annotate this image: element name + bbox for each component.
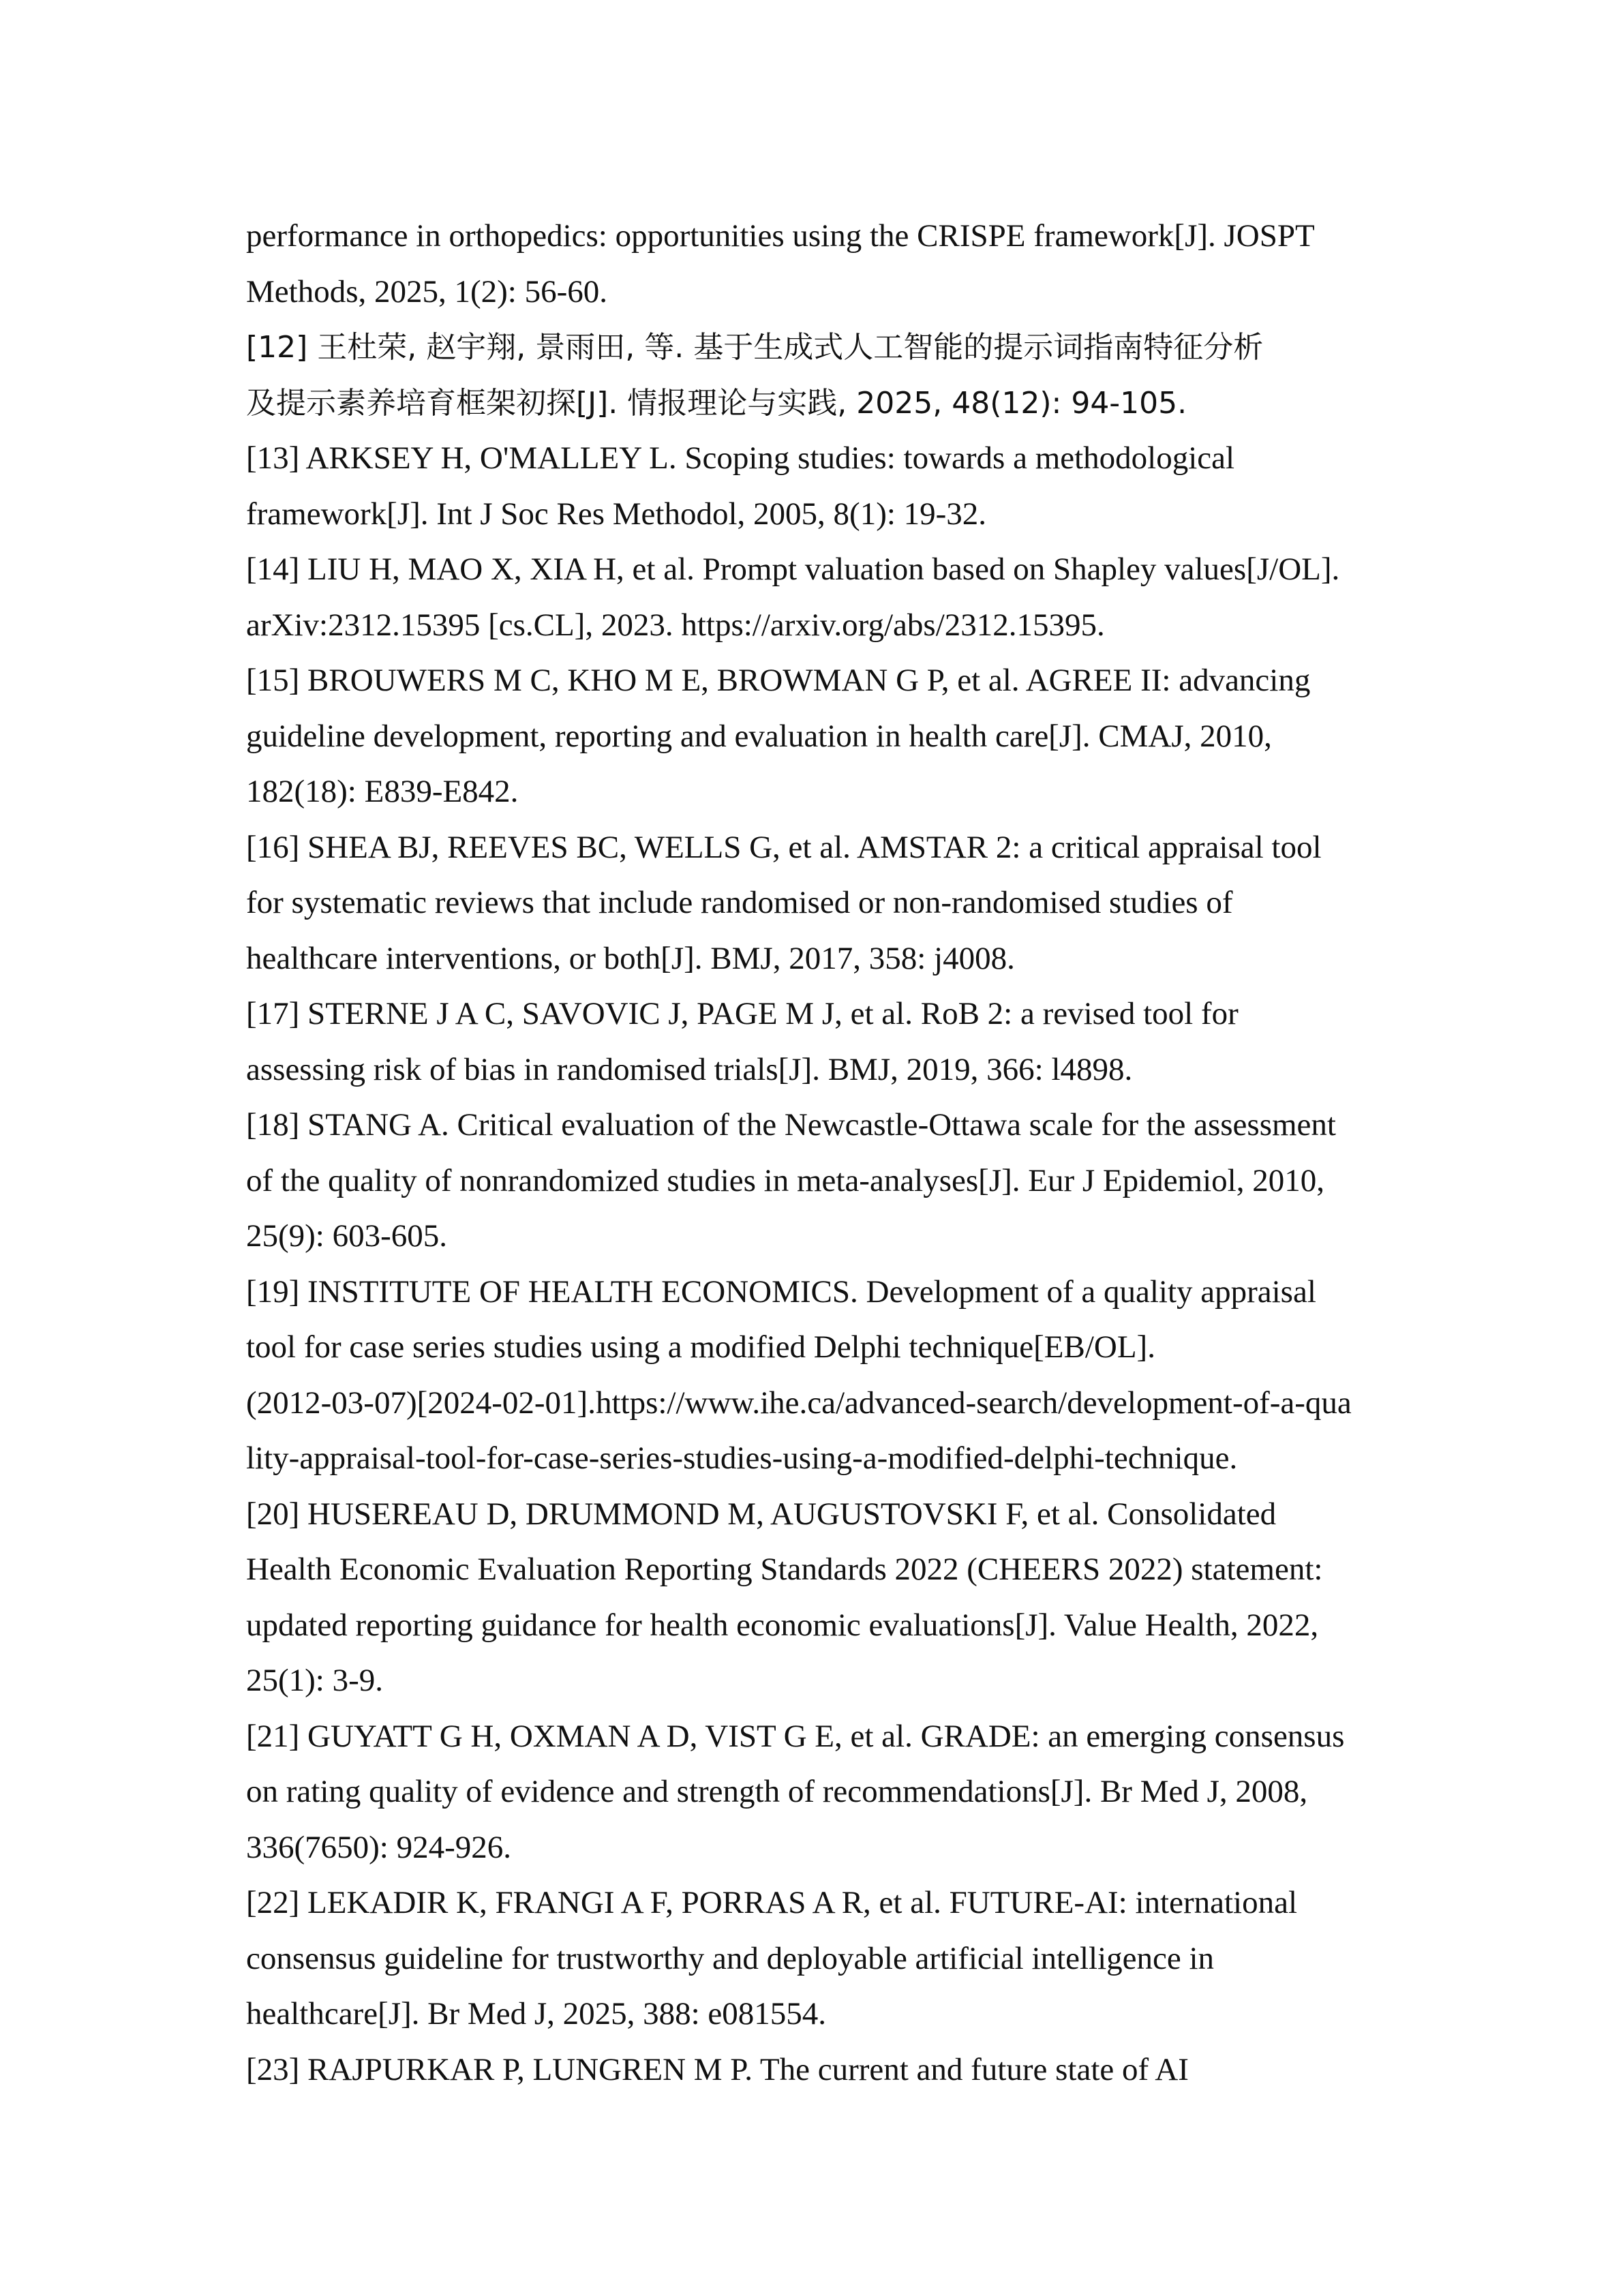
reference-line: performance in orthopedics: opportunities using the CRISPE framework[J]. JOSPT (246, 218, 1315, 254)
reference-line: of the quality of nonrandomized studies in meta-analyses[J]. Eur J Epidemiol, 2010, (246, 1162, 1324, 1198)
reference-line: guideline development, reporting and evaluation in health care[J]. CMAJ, 2010, (246, 718, 1272, 754)
reference-line: on rating quality of evidence and strength of recommendations[J]. Br Med J, 2008, (246, 1774, 1308, 1809)
reference-line: assessing risk of bias in randomised trials[J]. BMJ, 2019, 366: l4898. (246, 1051, 1133, 1087)
reference-line: arXiv:2312.15395 [cs.CL], 2023. https://arxiv.org/abs/2312.15395. (246, 607, 1105, 643)
reference-line: [22] LEKADIR K, FRANGI A F, PORRAS A R, et al. FUTURE-AI: international (246, 1885, 1298, 1920)
reference-line: [18] STANG A. Critical evaluation of the Newcastle-Ottawa scale for the assessment (246, 1107, 1336, 1143)
reference-line: [15] BROUWERS M C, KHO M E, BROWMAN G P, et al. AGREE II: advancing (246, 663, 1311, 698)
reference-line: 182(18): E839-E842. (246, 774, 519, 809)
reference-line: 25(1): 3-9. (246, 1663, 384, 1698)
reference-line: lity-appraisal-tool-for-case-series-studies-using-a-modified-delphi-technique. (246, 1440, 1238, 1476)
reference-line (246, 2098, 1391, 2154)
reference-line: updated reporting guidance for health economic evaluations[J]. Value Health, 2022, (246, 1607, 1319, 1643)
reference-line: framework[J]. Int J Soc Res Methodol, 2005, 8(1): 19-32. (246, 496, 987, 532)
reference-line: [23] RAJPURKAR P, LUNGREN M P. The current and future state of AI (246, 2051, 1189, 2087)
reference-line: consensus guideline for trustworthy and deployable artificial intelligence in (246, 1940, 1215, 1976)
reference-line: [19] INSTITUTE OF HEALTH ECONOMICS. Development of a quality appraisal (246, 1273, 1316, 1310)
reference-line: [20] HUSEREAU D, DRUMMOND M, AUGUSTOVSKI F, et al. Consolidated (246, 1496, 1277, 1532)
reference-line: 及提示素养培育框架初探[J]. 情报理论与实践, 2025, 48(12): 94-105. (246, 385, 1187, 421)
reference-line: Health Economic Evaluation Reporting Standards 2022 (CHEERS 2022) statement: (246, 1552, 1323, 1587)
reference-line: [21] GUYATT G H, OXMAN A D, VIST G E, et al. GRADE: an emerging consensus (246, 1718, 1345, 1754)
reference-line: Methods, 2025, 1(2): 56-60. (246, 273, 608, 309)
reference-line: [16] SHEA BJ, REEVES BC, WELLS G, et al. AMSTAR 2: a critical appraisal tool (246, 829, 1322, 865)
reference-line: 25(9): 603-605. (246, 1218, 448, 1254)
reference-line: [13] ARKSEY H, O'MALLEY L. Scoping studies: towards a methodological (246, 440, 1235, 476)
reference-line: [17] STERNE J A C, SAVOVIC J, PAGE M J, et al. RoB 2: a revised tool for (246, 996, 1239, 1031)
reference-line: [12] 王杜荣, 赵宇翔, 景雨田, 等. 基于生成式人工智能的提示词指南特征分析 (246, 330, 1264, 365)
reference-line: for systematic reviews that include randomised or non-randomised studies of (246, 885, 1233, 920)
reference-line: healthcare[J]. Br Med J, 2025, 388: e081554. (246, 1996, 827, 2031)
reference-line: (2012-03-07)[2024-02-01].https://www.ihe.ca/advanced-search/development-of-a-qua (246, 1385, 1352, 1421)
reference-line: 336(7650): 924-926. (246, 1829, 512, 1865)
reference-line: [14] LIU H, MAO X, XIA H, et al. Prompt valuation based on Shapley values[J/OL]. (246, 552, 1340, 587)
reference-line: healthcare interventions, or both[J]. BMJ, 2017, 358: j4008. (246, 940, 1015, 976)
reference-line: tool for case series studies using a modified Delphi technique[EB/OL]. (246, 1329, 1155, 1365)
reference-list (246, 209, 1391, 2154)
